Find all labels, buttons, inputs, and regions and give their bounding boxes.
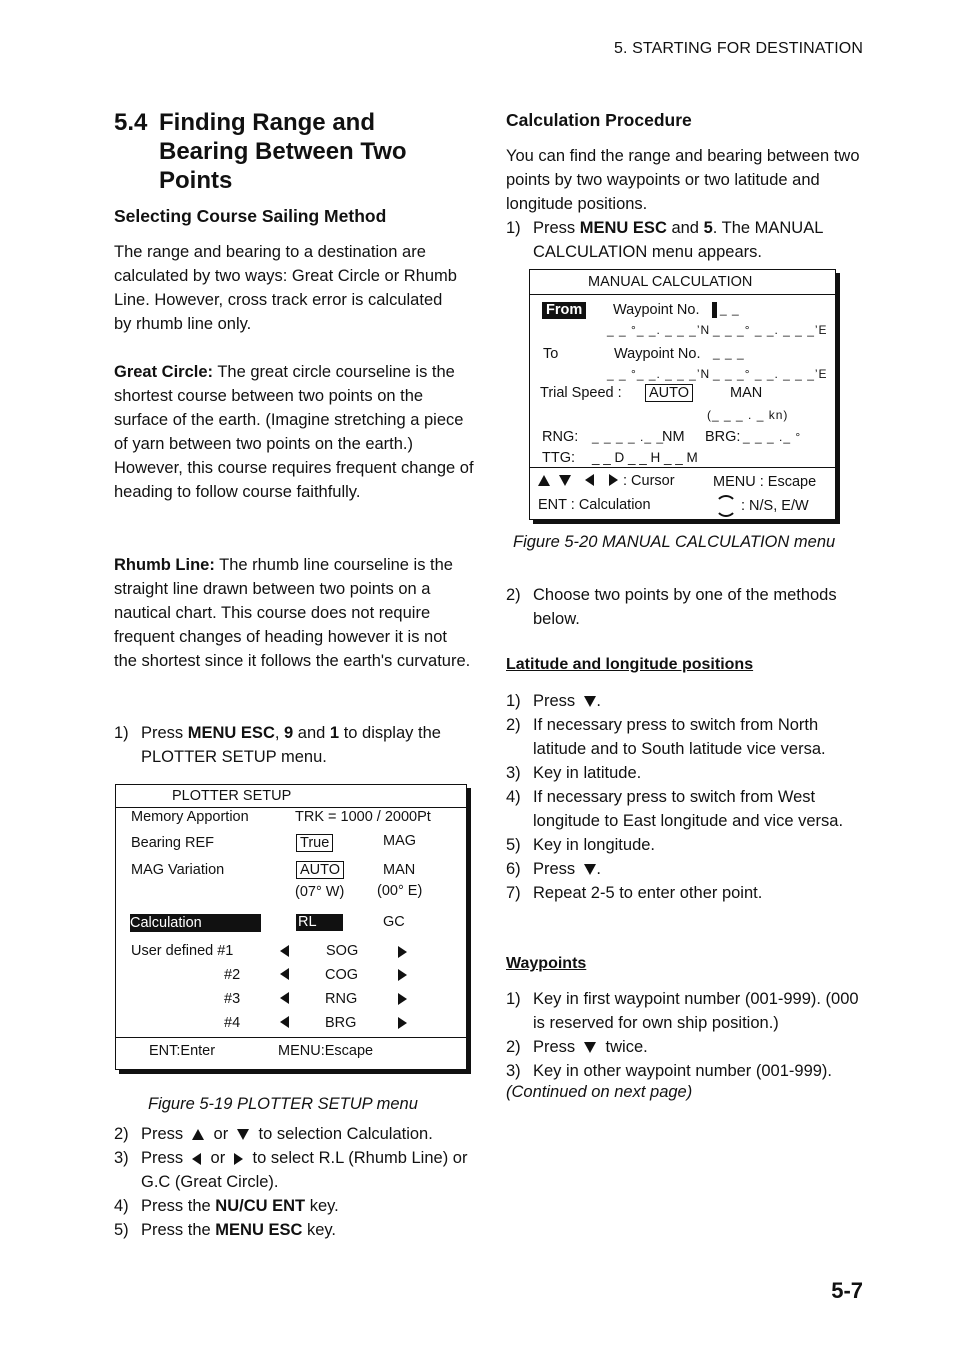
list-item: 2) Press twice. — [506, 1038, 648, 1056]
list-item: 1) Press MENU ESC, 9 and 1 to display the PLOTTER SETUP menu. — [114, 724, 441, 766]
page-number: 5-7 — [831, 1278, 863, 1303]
rhumb-line-text: The rhumb line courseline is the straight line drawn between two points on a nautical chart. This course does not require frequent changes of heading however it is not the shortest since it follows the earth's curvature. — [114, 556, 471, 670]
plotter-footer-divider — [116, 1037, 466, 1038]
cursor-hint: : Cursor — [623, 473, 675, 489]
nsew-hint: : N/S, E/W — [741, 498, 809, 514]
list-item: 1) Press . — [506, 692, 601, 710]
to-longitude[interactable]: _ _ _° _ _. _ _ _’E — [713, 367, 828, 381]
right-arrow-icon — [234, 1153, 243, 1165]
left-arrow-icon[interactable] — [280, 992, 289, 1004]
user-defined-3-value: RNG — [325, 991, 358, 1007]
user-defined-1-value: SOG — [326, 943, 359, 959]
magvar-man-value: (00° E) — [377, 883, 423, 899]
left-arrow-icon[interactable] — [280, 945, 289, 957]
mag-variation-label: MAG Variation — [131, 862, 225, 878]
up-arrow-icon — [192, 1129, 204, 1140]
list-item: 1) Press MENU ESC and 5. The MANUAL CALCULATION menu appears. — [506, 219, 823, 261]
down-arrow-icon — [584, 1042, 596, 1053]
subhead-calculation-procedure: Calculation Procedure — [506, 110, 692, 130]
manual-calc-title: MANUAL CALCULATION — [588, 274, 753, 290]
left-steps-2-5 — [114, 1122, 474, 1242]
great-circle-text: The great circle courseline is the shortest course between two points on the surface of the earth. (Imagine stretching a piece of yarn between two points on the earth.) However, this course requires frequent change of heading to follow course faithfully. — [114, 363, 474, 501]
from-label[interactable]: From — [542, 302, 586, 319]
cursor-block — [712, 302, 717, 318]
magvar-auto-option[interactable]: AUTO — [296, 861, 344, 879]
left-arrow-icon — [192, 1153, 201, 1165]
memory-apportion-label: Memory Apportion — [131, 809, 249, 825]
list-item: 4) Press the NU/CU ENT key. — [114, 1197, 339, 1215]
magvar-man-option[interactable]: MAN — [383, 862, 416, 878]
running-header: 5. STARTING FOR DESTINATION — [614, 40, 863, 57]
left-arrow-icon[interactable] — [585, 474, 594, 486]
list-item: 6) Press . — [506, 860, 601, 878]
great-circle-label: Great Circle: — [114, 363, 214, 381]
manual-calc-header — [530, 270, 835, 295]
right-arrow-icon[interactable] — [609, 474, 618, 486]
bearing-ref-label: Bearing REF — [131, 835, 215, 851]
rhumb-line-paragraph — [114, 553, 474, 673]
left-arrow-icon[interactable] — [280, 968, 289, 980]
user-defined-2-label: #2 — [224, 967, 241, 983]
right-arrow-icon[interactable] — [398, 993, 407, 1005]
rotate-icon[interactable] — [715, 495, 737, 517]
list-item: 3) Key in latitude. — [506, 764, 642, 782]
range-label: RNG: — [542, 429, 579, 445]
user-defined-4-value: BRG — [325, 1015, 357, 1031]
from-latitude[interactable]: _ _ °_ _. _ _ _’N — [607, 323, 711, 337]
from-waypoint-value[interactable]: _ _ — [720, 302, 740, 316]
range-unit: NM — [662, 429, 685, 445]
left-step-1 — [114, 721, 469, 769]
calculation-gc-option[interactable]: GC — [383, 914, 405, 930]
subhead-course-sailing: Selecting Course Sailing Method — [114, 206, 387, 226]
user-defined-4-label: #4 — [224, 1015, 241, 1031]
calculation-rl-option[interactable]: RL — [296, 914, 343, 931]
trial-speed-auto-option[interactable]: AUTO — [645, 384, 693, 402]
list-item: 1) Key in first waypoint number (001-999). (000 is reserved for own ship position.) — [506, 990, 859, 1032]
figure-19-caption: Figure 5-19 PLOTTER SETUP menu — [148, 1095, 418, 1113]
right-arrow-icon[interactable] — [398, 969, 407, 981]
trial-speed-label: Trial Speed : — [540, 385, 622, 401]
list-item: 3) Key in other waypoint number (001-999). — [506, 1062, 832, 1080]
bearing-mag-option[interactable]: MAG — [383, 833, 417, 849]
down-arrow-icon[interactable] — [559, 475, 571, 486]
section-title — [114, 108, 454, 195]
calc-intro-paragraph: You can find the range and bearing between two points by two waypoints or two latitude and longitude positions. — [506, 147, 860, 213]
list-item: 4) If necessary press to switch from West longitude to East longitude and vice versa. — [506, 788, 844, 830]
great-circle-paragraph — [114, 360, 474, 504]
right-step-2 — [506, 583, 866, 631]
from-longitude[interactable]: _ _ _° _ _. _ _ _’E — [713, 323, 828, 337]
list-item: 2) Choose two points by one of the methods below. — [506, 586, 837, 628]
bearing-true-option[interactable]: True — [296, 834, 333, 852]
range-value: _ _ _ _ ._ _ — [592, 430, 665, 444]
to-latitude[interactable]: _ _ °_ _. _ _ _’N — [607, 367, 711, 381]
calculation-hint: ENT : Calculation — [538, 497, 651, 513]
manual-calculation-menu — [529, 269, 836, 520]
bearing-value: _ _ _ ._ ° — [743, 430, 802, 444]
latlon-steps — [506, 689, 856, 905]
to-waypoint-label: Waypoint No. — [614, 346, 701, 362]
section-number: 5.4 — [114, 109, 148, 136]
ttg-value: _ _ D _ _ H _ _ M — [592, 450, 698, 465]
to-waypoint-value[interactable]: _ _ _ — [713, 346, 745, 360]
user-defined-2-value: COG — [325, 967, 359, 983]
memory-apportion-value: TRK = 1000 / 2000Pt — [295, 809, 431, 825]
calculation-label[interactable]: Calculation — [130, 914, 261, 932]
user-defined-label: User defined #1 — [131, 943, 234, 959]
list-item: 5) Press the MENU ESC key. — [114, 1221, 337, 1239]
rhumb-line-label: Rhumb Line: — [114, 556, 215, 574]
down-arrow-icon — [584, 696, 596, 707]
list-item: 5) Key in longitude. — [506, 836, 656, 854]
figure-20-caption: Figure 5-20 MANUAL CALCULATION menu — [513, 533, 836, 551]
list-item: 2) Press or to selection Calculation. — [114, 1125, 433, 1143]
waypoints-subhead: Waypoints — [506, 955, 587, 972]
magvar-auto-value: (07° W) — [295, 884, 345, 900]
plotter-setup-menu — [115, 784, 467, 1070]
list-item: 2) If necessary press to switch from North latitude and to South latitude vice versa. — [506, 716, 826, 758]
list-item: 7) Repeat 2-5 to enter other point. — [506, 884, 763, 902]
trial-speed-man-option[interactable]: MAN — [730, 385, 763, 401]
from-waypoint-label: Waypoint No. — [613, 302, 700, 318]
waypoint-steps — [506, 987, 866, 1083]
list-item: 3) Press or to select R.L (Rhumb Line) or G.C (Great Circle). — [114, 1149, 468, 1191]
footer-enter-hint: ENT:Enter — [149, 1043, 216, 1059]
plotter-setup-title: PLOTTER SETUP — [172, 788, 292, 804]
escape-hint: MENU : Escape — [713, 474, 817, 490]
latlon-subhead: Latitude and longitude positions — [506, 656, 754, 673]
bearing-label: BRG: — [705, 429, 741, 445]
continued-note: (Continued on next page) — [506, 1083, 693, 1101]
to-label[interactable]: To — [543, 346, 559, 362]
up-arrow-icon[interactable] — [538, 475, 550, 486]
plotter-setup-header — [116, 785, 466, 808]
down-arrow-icon — [237, 1129, 249, 1140]
footer-escape-hint: MENU:Escape — [278, 1043, 374, 1059]
down-arrow-icon — [584, 864, 596, 875]
right-step-1 — [506, 216, 858, 264]
ttg-label: TTG: — [542, 450, 576, 466]
right-arrow-icon[interactable] — [398, 946, 407, 958]
user-defined-3-label: #3 — [224, 991, 241, 1007]
manual-calc-divider — [530, 467, 835, 468]
section-title-text: Finding Range and Bearing Between Two Points — [159, 109, 407, 194]
trial-speed-kn[interactable]: (_ _ _ . _ kn) — [707, 408, 789, 422]
left-arrow-icon[interactable] — [280, 1016, 289, 1028]
right-arrow-icon[interactable] — [398, 1017, 407, 1029]
intro-paragraph: The range and bearing to a destination are calculated by two ways: Great Circle or Rhumb Line. However, cross track error is calculated by rhumb line only. — [114, 243, 457, 333]
